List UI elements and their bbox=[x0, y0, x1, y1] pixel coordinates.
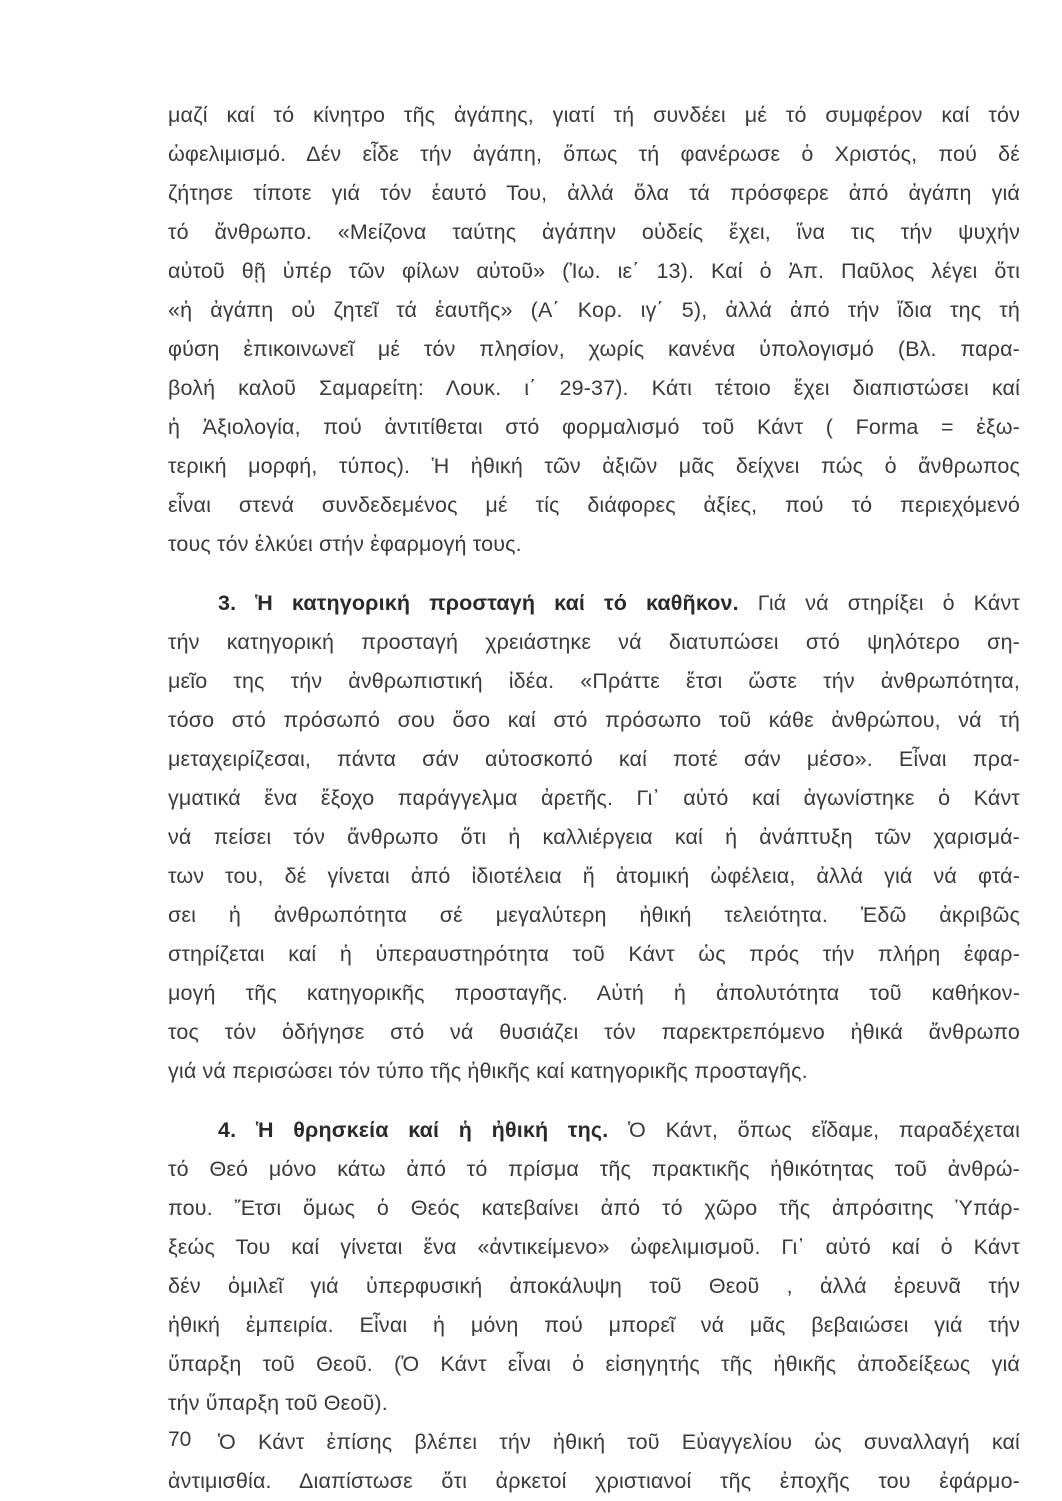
paragraph-gap bbox=[168, 1091, 1020, 1111]
text-line: τήν ὕπαρξη τοῦ Θεοῦ). bbox=[168, 1391, 388, 1415]
section-4 bbox=[168, 1111, 1020, 1423]
section-3-first-line bbox=[168, 584, 1020, 623]
text-line: τόσο στό πρόσωπό σου ὅσο καί στό πρόσωπο τοῦ κάθε ἀνθρώπου, νά τή bbox=[168, 708, 1020, 732]
text-line: δέν ὁμιλεῖ γιά ὑπερφυσική ἀποκάλυψη τοῦ Θεοῦ , ἀλλά ἐρευνᾶ τήν bbox=[168, 1274, 1020, 1298]
text-line: γματικά ἕνα ἔξοχο παράγγελμα ἀρετῆς. Γι᾿ αὐτό καί ἀγωνίστηκε ὁ Κάντ bbox=[168, 786, 1020, 810]
page-body bbox=[168, 96, 1020, 1501]
text-line: ὠφελιμισμό. Δέν εἶδε τήν ἀγάπη, ὅπως τή φανέρωσε ὁ Χριστός, πού δέ bbox=[168, 142, 1020, 166]
section-4-heading: 4. Ἡ θρησκεία καί ἡ ἠθική της. bbox=[218, 1118, 609, 1142]
text-line: ὕπαρξη τοῦ Θεοῦ. (Ὁ Κάντ εἶναι ὁ εἰσηγητής τῆς ἠθικῆς ἀποδείξεως γιά bbox=[168, 1352, 1020, 1376]
text-line: νά πείσει τόν ἄνθρωπο ὅτι ἡ καλλιέργεια καί ἡ ἀνάπτυξη τῶν χαρισμά- bbox=[168, 825, 1020, 849]
text-line: βολή καλοῦ Σαμαρείτη: Λουκ. ι΄ 29-37). Κάτι τέτοιο ἔχει διαπιστώσει καί bbox=[168, 376, 1020, 400]
paragraph-final bbox=[168, 1423, 1020, 1501]
text-line: τό Θεό μόνο κάτω ἀπό τό πρίσμα τῆς πρακτικῆς ἠθικότητας τοῦ ἀνθρώ- bbox=[168, 1157, 1020, 1181]
text-line: γιά νά περισώσει τόν τύπο τῆς ἠθικῆς καί κατηγορικῆς προσταγῆς. bbox=[168, 1059, 808, 1083]
text-line: τήν κατηγορική προσταγή χρειάστηκε νά διατυπώσει στό ψηλότερο ση- bbox=[168, 630, 1020, 654]
text-line: τερική μορφή, τύπος). Ἡ ἠθική τῶν ἀξιῶν μᾶς δείχνει πώς ὁ ἄνθρωπος bbox=[168, 454, 1020, 478]
text-line: μογή τῆς κατηγορικῆς προσταγῆς. Αὐτή ἡ ἀπολυτότητα τοῦ καθήκον- bbox=[168, 981, 1020, 1005]
text-line: τος τόν ὁδήγησε στό νά θυσιάζει τόν παρεκτρεπόμενο ἠθικά ἄνθρωπο bbox=[168, 1020, 1020, 1044]
text-line: ζήτησε τίποτε γιά τόν ἑαυτό Του, ἀλλά ὅλα τά πρόσφερε ἀπό ἀγάπη γιά bbox=[168, 181, 1020, 205]
text-line: ἠθική ἐμπειρία. Εἶναι ἡ μόνη πού μπορεῖ νά μᾶς βεβαιώσει γιά τήν bbox=[168, 1313, 1020, 1337]
text-line: των του, δέ γίνεται ἀπό ἰδιοτέλεια ἤ ἀτομική ὠφέλεια, ἀλλά γιά νά φτά- bbox=[168, 864, 1020, 888]
paragraph-gap bbox=[168, 564, 1020, 584]
text-line: ἡ Ἀξιολογία, πού ἀντιτίθεται στό φορμαλισμό τοῦ Κάντ ( Forma = ἐξω- bbox=[168, 415, 1020, 439]
text-line: τό ἄνθρωπο. «Μείζονα ταύτης ἀγάπην οὐδείς ἔχει, ἵνα τις τήν ψυχήν bbox=[168, 220, 1020, 244]
page-number: 70 bbox=[168, 1428, 192, 1451]
text-line: στηρίζεται καί ἡ ὑπεραυστηρότητα τοῦ Κάντ ὡς πρός τήν πλήρη ἐφαρ- bbox=[168, 942, 1020, 966]
text-line: σει ἡ ἀνθρωπότητα σέ μεγαλύτερη ἠθική τελειότητα. Ἐδῶ ἀκριβῶς bbox=[168, 903, 1020, 927]
paragraph-continuation bbox=[168, 96, 1020, 564]
text-line: που. Ἔτσι ὅμως ὁ Θεός κατεβαίνει ἀπό τό χῶρο τῆς ἀπρόσιτης Ὑπάρ- bbox=[168, 1196, 1020, 1220]
text-line: εἶναι στενά συνδεδεμένος μέ τίς διάφορες ἀξίες, πού τό περιεχόμενό bbox=[168, 493, 1020, 517]
section-4-first-line-text: Ὁ Κάντ, ὅπως εἴδαμε, παραδέχεται bbox=[608, 1118, 1020, 1142]
text-line: μεῖο της τήν ἀνθρωπιστική ἰδέα. «Πράττε ἔτσι ὥστε τήν ἀνθρωπότητα, bbox=[168, 669, 1020, 693]
section-3-heading: 3. Ἡ κατηγορική προσταγή καί τό καθῆκον. bbox=[218, 591, 739, 615]
section-4-first-line bbox=[168, 1111, 1020, 1150]
text-line: ξεώς Του καί γίνεται ἕνα «ἀντικείμενο» ὠφελιμισμοῦ. Γι᾿ αὐτό καί ὁ Κάντ bbox=[168, 1235, 1020, 1259]
text-line: μεταχειρίζεσαι, πάντα σάν αὐτοσκοπό καί ποτέ σάν μέσο». Εἶναι πρα- bbox=[168, 747, 1020, 771]
text-line: μαζί καί τό κίνητρο τῆς ἀγάπης, γιατί τή συνδέει μέ τό συμφέρον καί τόν bbox=[168, 103, 1020, 127]
text-line: αὐτοῦ θῇ ὑπέρ τῶν φίλων αὐτοῦ» (Ἰω. ιε΄ 13). Καί ὁ Ἀπ. Παῦλος λέγει ὅτι bbox=[168, 259, 1020, 283]
text-line: Ὁ Κάντ ἐπίσης βλέπει τήν ἠθική τοῦ Εὐαγγελίου ὡς συναλλαγή καί bbox=[218, 1430, 1020, 1454]
text-line: «ἡ ἀγάπη οὐ ζητεῖ τά ἑαυτῆς» (Α΄ Κορ. ιγ΄ 5), ἀλλά ἀπό τήν ἴδια της τή bbox=[168, 298, 1020, 322]
section-3 bbox=[168, 584, 1020, 1091]
text-line: τους τόν ἑλκύει στήν ἐφαρμογή τους. bbox=[168, 532, 522, 556]
text-line: φύση ἐπικοινωνεῖ μέ τόν πλησίον, χωρίς κανένα ὑπολογισμό (Βλ. παρα- bbox=[168, 337, 1020, 361]
section-3-first-line-text: Γιά νά στηρίξει ὁ Κάντ bbox=[738, 591, 1021, 615]
text-line: ἀντιμισθία. Διαπίστωσε ὅτι ἀρκετοί χριστιανοί τῆς ἐποχῆς του ἐφάρμο- bbox=[168, 1469, 1020, 1493]
